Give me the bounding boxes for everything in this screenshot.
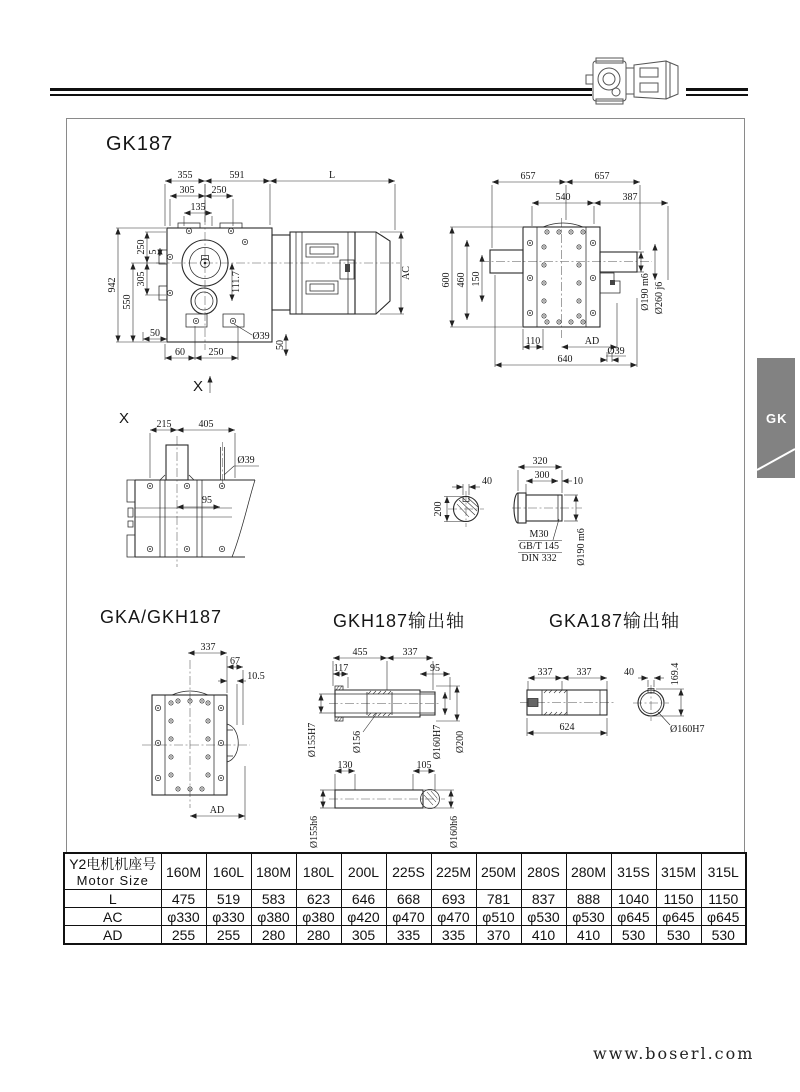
- dim-600: 600: [441, 272, 452, 288]
- column-header-315M: 315M: [656, 853, 701, 890]
- dim-10-5: 10.5: [247, 671, 265, 682]
- cell-AD-160M: 255: [161, 926, 206, 945]
- cell-L-315L: 1150: [701, 890, 746, 908]
- cell-AD-315S: 530: [611, 926, 656, 945]
- drawing-title-gka-gkh187: GKA/GKH187: [100, 607, 223, 627]
- drawing-title-gka187-output-shaft: GKA187输出轴: [549, 611, 681, 631]
- cell-AD-160L: 255: [206, 926, 251, 945]
- cell-AC-180L: φ380: [296, 908, 341, 926]
- dim-460: 460: [456, 272, 467, 288]
- cell-AD-180L: 280: [296, 926, 341, 945]
- cell-AD-180M: 280: [251, 926, 296, 945]
- cell-L-160L: 519: [206, 890, 251, 908]
- cell-L-315M: 1150: [656, 890, 701, 908]
- gka-gkh-view-drawing: [120, 640, 305, 830]
- dim-50: 50: [150, 328, 160, 339]
- gearmotor-illustration: [586, 48, 698, 108]
- dim-405: 405: [198, 419, 214, 430]
- column-header-315L: 315L: [701, 853, 746, 890]
- cell-AD-250M: 370: [476, 926, 521, 945]
- dim-dia200: Ø200: [455, 730, 466, 754]
- cell-AC-250M: φ510: [476, 908, 521, 926]
- dim-dia260j6: Ø260 j6: [654, 281, 665, 315]
- dim-10: 10: [573, 476, 583, 487]
- section-tab-label: GK: [766, 411, 788, 426]
- gkh-output-shaft-drawing: [305, 640, 475, 849]
- dim-dia160H7: Ø160H7: [432, 724, 443, 760]
- table-row-AD: [64, 926, 746, 945]
- dim-215: 215: [156, 419, 172, 430]
- dim-40-key: 40: [482, 476, 492, 487]
- dim-60: 60: [175, 347, 185, 358]
- motor-size-table: [63, 852, 747, 945]
- row-label-AD: AD: [64, 926, 161, 945]
- dim-200: 200: [433, 501, 444, 517]
- dim-169-4: 169.4: [670, 662, 681, 686]
- motor-size-header-en: Motor Size: [76, 872, 149, 888]
- dim-dia190m6: Ø190 m6: [640, 273, 651, 311]
- dim-dia39-x: Ø39: [237, 455, 255, 466]
- cell-AD-225M: 335: [431, 926, 476, 945]
- cell-AC-280S: φ530: [521, 908, 566, 926]
- column-header-250M: 250M: [476, 853, 521, 890]
- shaft-end-detail: [430, 470, 510, 550]
- dim-95: 95: [202, 495, 212, 506]
- dim-dia155h6: Ø155h6: [309, 815, 320, 849]
- dim-dia39-side: Ø39: [607, 346, 625, 357]
- dim-110: 110: [525, 336, 541, 347]
- dim-117: 117: [333, 663, 349, 674]
- cell-AC-200L: φ420: [341, 908, 386, 926]
- top-rule-left-thin: [50, 94, 592, 96]
- cell-L-180M: 583: [251, 890, 296, 908]
- cell-L-315S: 1040: [611, 890, 656, 908]
- dim-337-a: 337: [537, 667, 553, 678]
- x-section-drawing: [110, 372, 350, 572]
- cell-AC-160L: φ330: [206, 908, 251, 926]
- website-url: www.boserl.com: [593, 1044, 755, 1063]
- view-arrow-label-x: X: [192, 378, 204, 395]
- cell-AD-200L: 305: [341, 926, 386, 945]
- dim-dia190m6-shaft: Ø190 m6: [576, 528, 587, 566]
- dim-640: 640: [557, 354, 573, 365]
- dim-455: 455: [352, 647, 368, 658]
- top-rule-left-thick: [50, 88, 592, 91]
- cell-AD-280M: 410: [566, 926, 611, 945]
- cell-L-250M: 781: [476, 890, 521, 908]
- dim-337-b: 337: [576, 667, 592, 678]
- cell-L-160M: 475: [161, 890, 206, 908]
- table-row-AC: [64, 908, 746, 926]
- cell-AC-225S: φ470: [386, 908, 431, 926]
- dim-942: 942: [107, 277, 118, 293]
- dim-337-gka: 337: [200, 642, 216, 653]
- column-header-280S: 280S: [521, 853, 566, 890]
- dim-591: 591: [229, 170, 245, 181]
- column-header-315S: 315S: [611, 853, 656, 890]
- motor-size-header-cn: Y2电机机座号: [69, 855, 157, 872]
- dim-67: 67: [230, 656, 240, 667]
- drawing-title-gkh187-output-shaft: GKH187输出轴: [333, 611, 466, 631]
- standard-gb: GB/T 145: [518, 541, 560, 552]
- section-tab-gk: [757, 358, 795, 478]
- dim-150: 150: [471, 271, 482, 287]
- front-view-drawing: [100, 168, 430, 380]
- dim-624: 624: [559, 722, 575, 733]
- dim-657-b: 657: [594, 171, 610, 182]
- column-header-225M: 225M: [431, 853, 476, 890]
- column-header-180L: 180L: [296, 853, 341, 890]
- dim-dia160h6: Ø160h6: [449, 815, 460, 849]
- dim-95-gkh: 95: [430, 663, 440, 674]
- thread-label: M30: [529, 529, 549, 540]
- dim-250-v: 250: [136, 239, 147, 255]
- cell-L-225M: 693: [431, 890, 476, 908]
- dim-dia156: Ø156: [352, 730, 363, 754]
- cell-AC-315M: φ645: [656, 908, 701, 926]
- row-label-AC: AC: [64, 908, 161, 926]
- dim-111-7: 111.7: [231, 271, 242, 293]
- motor-size-header-cell: [64, 853, 161, 890]
- cell-AD-225S: 335: [386, 926, 431, 945]
- dim-657-a: 657: [520, 171, 536, 182]
- dim-387: 387: [622, 192, 638, 203]
- cell-AC-225M: φ470: [431, 908, 476, 926]
- standard-din: DIN 332: [521, 553, 557, 564]
- dim-540: 540: [555, 192, 571, 203]
- dim-dia155H7: Ø155H7: [307, 722, 318, 758]
- dim-355: 355: [177, 170, 193, 181]
- column-header-280M: 280M: [566, 853, 611, 890]
- dim-135: 135: [190, 202, 206, 213]
- cell-AC-180M: φ380: [251, 908, 296, 926]
- dim-337-gkh: 337: [402, 647, 418, 658]
- dim-dia160H7-gka: Ø160H7: [670, 724, 705, 735]
- tab-diagonal-line: [757, 358, 795, 478]
- dim-5: 5: [148, 249, 159, 255]
- column-header-200L: 200L: [341, 853, 386, 890]
- dim-50-r: 50: [275, 340, 286, 350]
- dim-AD: AD: [584, 336, 600, 347]
- dim-550: 550: [122, 294, 133, 310]
- cell-AC-315S: φ645: [611, 908, 656, 926]
- cell-AD-315L: 530: [701, 926, 746, 945]
- motor-size-table-wrapper: [63, 852, 747, 945]
- dim-300: 300: [534, 470, 550, 481]
- cell-AC-315L: φ645: [701, 908, 746, 926]
- cell-AD-315M: 530: [656, 926, 701, 945]
- cell-L-180L: 623: [296, 890, 341, 908]
- drawing-title-gk187: GK187: [106, 133, 174, 155]
- input-shaft-detail: [510, 455, 620, 573]
- column-header-160M: 160M: [161, 853, 206, 890]
- dim-250-b: 250: [208, 347, 224, 358]
- dim-dia39: Ø39: [252, 331, 270, 342]
- cell-AC-160M: φ330: [161, 908, 206, 926]
- dim-305: 305: [179, 185, 195, 196]
- dim-40-gka: 40: [624, 667, 634, 678]
- dim-105: 105: [416, 760, 432, 771]
- column-header-160L: 160L: [206, 853, 251, 890]
- cell-AD-280S: 410: [521, 926, 566, 945]
- column-header-225S: 225S: [386, 853, 431, 890]
- dim-320: 320: [532, 456, 548, 467]
- gka-output-shaft-drawing: [515, 640, 715, 755]
- cell-L-225S: 668: [386, 890, 431, 908]
- cell-L-200L: 646: [341, 890, 386, 908]
- column-header-180M: 180M: [251, 853, 296, 890]
- dim-130: 130: [337, 760, 353, 771]
- dim-250: 250: [211, 185, 227, 196]
- section-label-x: X: [118, 410, 130, 427]
- cell-AC-280M: φ530: [566, 908, 611, 926]
- dim-AC: AC: [401, 266, 412, 280]
- cell-L-280S: 837: [521, 890, 566, 908]
- dim-305-v: 305: [136, 271, 147, 287]
- row-label-L: L: [64, 890, 161, 908]
- table-row-L: [64, 890, 746, 908]
- side-view-drawing: [440, 168, 750, 380]
- dim-L: L: [328, 170, 336, 181]
- dim-AD-gka: AD: [209, 805, 225, 816]
- cell-L-280M: 888: [566, 890, 611, 908]
